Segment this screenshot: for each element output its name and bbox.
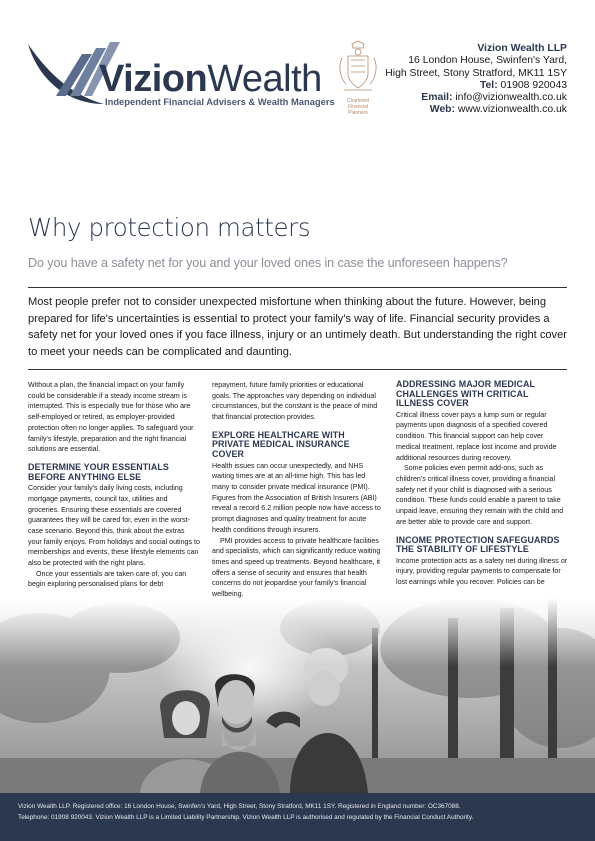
email-link[interactable]: info@vizionwealth.co.uk (452, 92, 567, 104)
address-line-2: High Street, Stony Stratford, MK11 1SY (385, 67, 567, 79)
column-2 (212, 380, 384, 600)
logo-word-wealth: Wealth (207, 58, 322, 100)
col3-paragraph-2: Some policies even permit add-ons, such as children's critical illness cover, providing a financial safety net if your child is diagnosed with a serious condition. These funds could enable a parent to take unpaid leave, ensuring they remain with the child and are better able to provide care and support. (396, 464, 564, 526)
intro-paragraph: Most people prefer not to consider unexpected misfortune when thinking about the future. However, being prepared for life's uncertainties is essential to protect your family's way of life. Financial security provides a safety net for your loved ones if you face illness, injury or an untimely death. But understanding the right cover to meet your needs can be complicated and daunting. (28, 296, 567, 358)
page-subtitle: Do you have a safety net for you and your loved ones in case the unforeseen happens? (28, 256, 508, 270)
web-line (385, 104, 567, 116)
address-line-1: 16 London House, Swinfen's Yard, (408, 55, 567, 67)
logo-wordmark (99, 58, 322, 101)
divider-top (28, 287, 567, 288)
col1-paragraph-3: Once your essentials are taken care of, you can begin exploring personalised plans for debt (28, 569, 187, 589)
col1-paragraph-1: Without a plan, the financial impact on your family could be considerable if a steady income stream is interrupted. This is especially true for those who are self-employed or retired, as employer-provided protection often no longer applies. To safeguard your family's lifestyle, preparation and the right financial solutions are essential. (28, 381, 194, 454)
col3-paragraph-3: Income protection acts as a safety net during illness or injury, providing regular payments to compensate for lost earnings while you recover. Policies can be (396, 556, 568, 587)
col1-heading-essentials: DETERMINE YOUR ESSENTIALS BEFORE ANYTHING ELSE (28, 461, 169, 482)
web-link[interactable]: www.vizionwealth.co.uk (454, 104, 567, 116)
email-line (385, 92, 567, 104)
tel-value: 01908 920043 (497, 79, 567, 91)
firm-name: Vizion Wealth LLP (477, 43, 567, 54)
col2-heading-healthcare: EXPLORE HEALTHCARE WITH PRIVATE MEDICAL INSURANCE COVER (212, 429, 350, 459)
tel-label: Tel: (479, 79, 498, 91)
logo-word-vizion: Vizion (99, 58, 208, 100)
column-1 (28, 380, 200, 590)
col2-paragraph-2: Health issues can occur unexpectedly, and NHS waiting times are at an all-time high. This has led many to consider private medical insurance (PMI). Figures from the Association of British Insurers (ABI) reveal a record 6.2 million people now have access to prompt diagnoses and quality treatment for acute health conditions through insurers. (212, 461, 381, 534)
family-photo (0, 598, 595, 793)
page-title: Why protection matters (28, 213, 311, 242)
divider-bottom (28, 369, 567, 370)
crest-caption (338, 98, 378, 116)
logo-tagline: Independent Financial Advisers & Wealth Managers (105, 96, 335, 107)
col2-paragraph-3: PMI provides access to private healthcare facilities and specialists, which can significantly reduce waiting times and speed up treatments. Beyond healthcare, it offers a sense of security and ensures that health concerns do not jeopardise your family's financial wellbeing. (212, 536, 381, 599)
col1-paragraph-2: Consider your family's daily living costs, including mortgage payments, council tax, utilities and groceries. Ensuring these essentials are covered guarantees they will be cared for, even in the worst-case scenario. Beyond this, think about the extras your family enjoys. From holidays and social outings to memberships and events, these lifestyle elements can also be protected with the right plans. (28, 484, 200, 568)
crest-text-financial: Financial (347, 104, 368, 110)
footer (0, 793, 595, 841)
web-label: Web: (429, 104, 455, 116)
col2-paragraph-1: repayment, future family priorities or educational goals. The approaches vary depending on individual circumstances, but the constant is the peace of mind that financial protection provides. (212, 381, 378, 422)
column-3 (396, 380, 568, 588)
telephone-line (385, 80, 567, 92)
crest-text-chartered: Chartered (346, 98, 370, 104)
email-label: Email: (421, 92, 453, 104)
vizion-wealth-logo (26, 38, 335, 110)
col3-heading-income-protection: INCOME PROTECTION SAFEGUARDS THE STABILITY OF LIFESTYLE (396, 534, 560, 555)
footer-line-2: Telephone: 01908 920043. Vizion Wealth LLP is a Limited Liability Partnership. Vizion Wealth LLP is authorised and regulated by the Financial Conduct Authority. (18, 813, 474, 821)
col3-heading-critical-illness: ADDRESSING MAJOR MEDICAL CHALLENGES WITH CRITICAL ILLNESS COVER (396, 379, 535, 409)
contact-block (385, 43, 567, 117)
crest-text-planners: Planners (348, 110, 368, 116)
col3-paragraph-1: Critical illness cover pays a lump sum or regular payments upon diagnosis of a specified covered condition. This financial support can help cover medical treatment, replace lost income and provide additional resources during recovery. (396, 410, 557, 462)
footer-line-1: Vizion Wealth LLP. Registered office: 16 London House, Swinfen's Yard, High Street, Stony Stratford, MK11 1SY. Registered in England number: OC367088. (18, 803, 461, 810)
